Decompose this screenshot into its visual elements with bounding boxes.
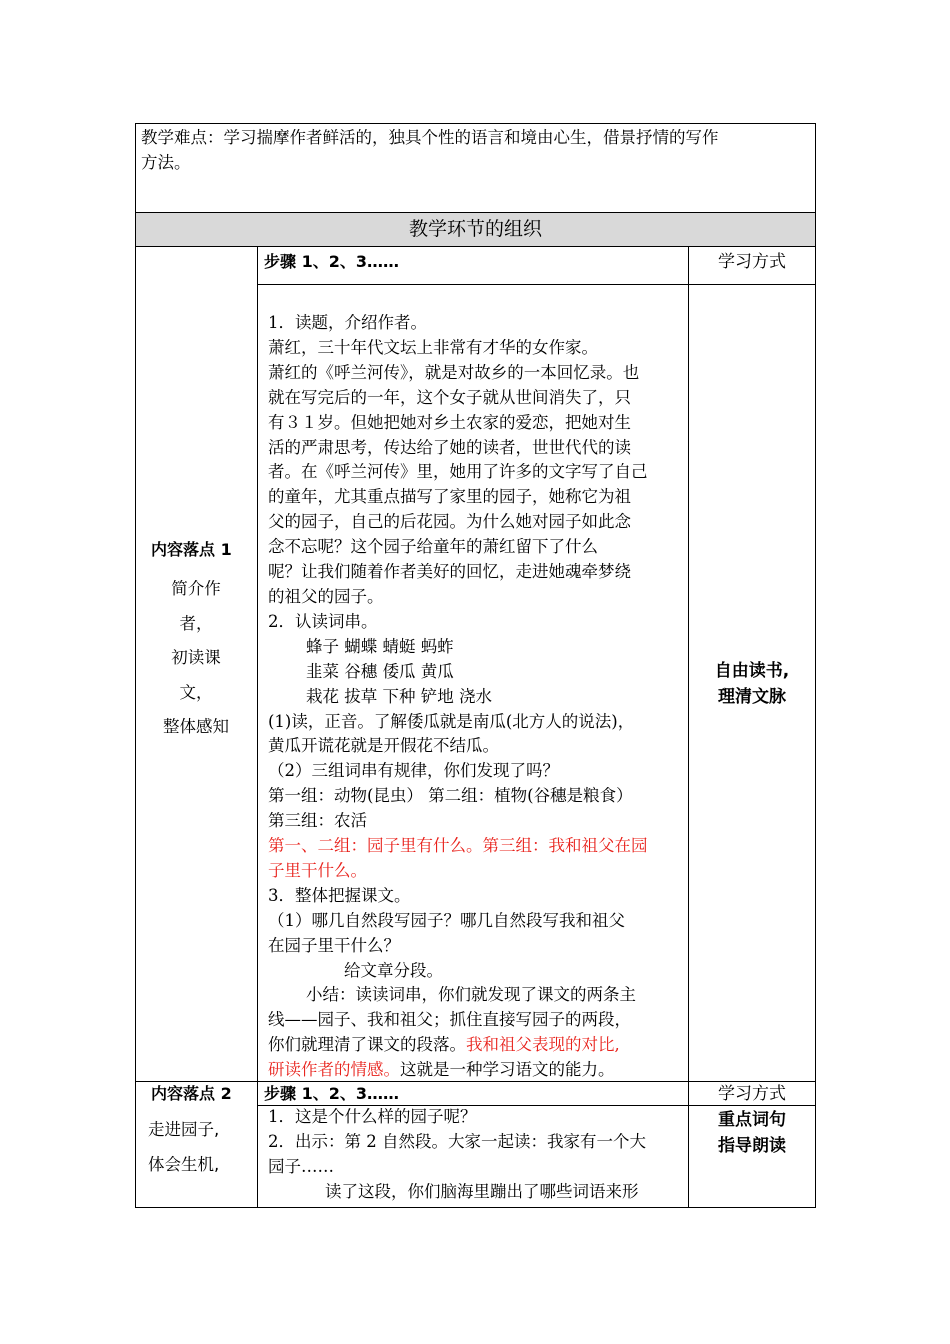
point-line: 文，: [179, 682, 213, 702]
content-line: [268, 909, 684, 934]
content-line-text: 的童年，尤其重点描写了家里的园子，她称它为祖: [268, 487, 631, 507]
content-line-text: （1）哪几自然段写园子？哪几自然段写我和祖父: [268, 910, 625, 930]
content-line: [268, 959, 684, 984]
content-line-text: 1．这是个什么样的园子呢？: [268, 1107, 477, 1126]
content-line: [268, 635, 684, 660]
point-line: 简介作: [171, 579, 221, 598]
content-line: [268, 386, 684, 411]
content-line: [268, 809, 684, 834]
table-border-header-bottom: [135, 246, 816, 247]
content-line: [268, 560, 684, 585]
content-line-text: 园子……: [268, 1156, 334, 1176]
content-line-text: 第一、二组：园子里有什么。第三组：我和祖父在园: [268, 836, 648, 856]
method-line: 指导朗读: [718, 1136, 786, 1156]
content-line: [268, 1155, 684, 1180]
content-line: [268, 834, 684, 859]
content-line: [268, 884, 684, 909]
content-line-text: 父的园子，自己的后花园。为什么她对园子如此念: [268, 512, 631, 532]
content-line-emphasis: 我和祖父表现的对比,: [466, 1035, 620, 1055]
content-line: [268, 934, 684, 959]
content-line: [268, 1130, 684, 1155]
content-line-text: 2．认读词串。: [268, 611, 378, 631]
content-line-text: 念不忘呢？这个园子给童年的萧红留下了什么: [268, 537, 598, 557]
content-line: [268, 411, 684, 436]
content-line-text: 的祖父的园子。: [268, 586, 384, 606]
content-point-1-desc: [135, 572, 257, 745]
content-line-text: 栽花 拔草 下种 铲地 浇水: [306, 686, 492, 706]
point-line: 初读课: [171, 648, 221, 667]
difficulty-line: 教学难点：学习揣摩作者鲜活的，独具个性的语言和境由心生，借景抒情的写作: [141, 128, 719, 147]
content-line: [268, 983, 684, 1008]
method-line: 自由读书,: [714, 661, 790, 681]
content-line-tail: 这就是一种学习语文的能力。: [400, 1060, 615, 1080]
content-line-text: 3．整体把握课文。: [268, 885, 411, 905]
content-line-text: 萧红，三十年代文坛上非常有才华的女作家。: [268, 337, 598, 357]
content-line: [268, 585, 684, 610]
content-line: [268, 436, 684, 461]
content-line-text: 研读作者的情感。: [268, 1060, 400, 1080]
content-line-text: 活的严肃思考，传达给了她的读者，世世代代的读: [268, 437, 631, 457]
content-line: [268, 311, 684, 336]
content-line-text: 2．出示：第 2 自然段。大家一起读：我家有一个大: [268, 1131, 646, 1151]
content-line-text: 第一组：动物(昆虫） 第二组：植物(谷穗是粮食）: [268, 786, 633, 806]
content-line: [268, 734, 684, 759]
section-title: 教学环节的组织: [408, 218, 542, 240]
content-point-2-desc: [148, 1112, 219, 1182]
content-line-text: 蜂子 蝴蝶 蜻蜓 蚂蚱: [306, 636, 454, 656]
content-line-text: 黄瓜开谎花就是开假花不结瓜。: [268, 736, 499, 756]
content-line: [268, 784, 684, 809]
content-line: [268, 485, 684, 510]
method-line: 理清文脉: [718, 687, 786, 707]
content-line: [268, 759, 684, 784]
content-point-2-title: 内容落点 2: [151, 1084, 232, 1103]
content-line: [268, 685, 684, 710]
teaching-difficulty: [141, 126, 719, 176]
table-border-top: [135, 123, 816, 124]
table-border-col1: [257, 246, 258, 1208]
content-line: [268, 1008, 684, 1033]
content-line: [268, 660, 684, 685]
table-border-col2: [688, 246, 689, 1208]
content-line-text: 小结：读读词串，你们就发现了课文的两条主: [306, 985, 636, 1005]
content-line-text: 在园子里干什么？: [268, 935, 400, 955]
method-header-1: 学习方式: [718, 252, 786, 272]
content-line-text: （2）三组词串有规律，你们发现了吗？: [268, 761, 559, 781]
content-line-text: 就在写完后的一年，这个女子就从世间消失了，只: [268, 387, 631, 407]
content-line: [268, 1058, 684, 1083]
content-line-text: 者。在《呼兰河传》里，她用了许多的文字写了自己: [268, 462, 648, 482]
point-line: 者，: [179, 613, 213, 633]
method-header-2: 学习方式: [718, 1084, 786, 1104]
content-line-text: 萧红的《呼兰河传》，就是对故乡的一本回忆录。也: [268, 362, 640, 382]
content-line: [268, 1180, 684, 1205]
content-line: [268, 510, 684, 535]
content-line: [268, 710, 684, 735]
steps-header-2: 步骤 1、2、3……: [264, 1084, 399, 1103]
learning-method-1: [688, 658, 816, 710]
content-line-text: 1．读题，介绍作者。: [268, 313, 427, 332]
content-line-text: 呢？让我们随着作者美好的回忆，走进她魂牵梦绕: [268, 562, 631, 582]
difficulty-line: 方法。: [141, 152, 191, 172]
content-line: [268, 336, 684, 361]
point-line: 走进园子,: [148, 1120, 220, 1139]
content-line: [268, 610, 684, 635]
table-border-bottom: [135, 1207, 816, 1208]
content-steps-2: [268, 1105, 684, 1205]
learning-method-2: [688, 1107, 816, 1159]
content-line-text: (1)读，正音。了解倭瓜就是南瓜(北方人的说法)，: [268, 711, 635, 731]
content-line: [268, 859, 684, 884]
content-line-text: 读了这段，你们脑海里蹦出了哪些词语来形: [325, 1181, 639, 1201]
content-line: [268, 460, 684, 485]
content-line-text: 线——园子、我和祖父；抓住直接写园子的两段，: [268, 1010, 631, 1030]
content-line: [268, 1105, 684, 1130]
content-line-text: 有３１岁。但她把她对乡土农家的爱恋，把她对生: [268, 412, 631, 432]
content-point-1-title: 内容落点 1: [151, 540, 232, 559]
content-line-text: 你们就理清了课文的段落。: [268, 1035, 466, 1055]
table-border-row1-subheader: [257, 284, 816, 285]
point-line: 体会生机,: [148, 1155, 220, 1174]
content-line: [268, 361, 684, 386]
content-line-text: 第三组：农活: [268, 811, 367, 831]
method-line: 重点词句: [718, 1110, 786, 1130]
steps-header-1: 步骤 1、2、3……: [264, 252, 399, 271]
content-line-text: 给文章分段。: [344, 960, 443, 980]
content-line: [268, 1033, 684, 1058]
content-line: [268, 535, 684, 560]
content-line-text: 韭菜 谷穗 倭瓜 黄瓜: [306, 661, 454, 681]
content-line-text: 子里干什么。: [268, 860, 367, 880]
content-steps-1: [268, 311, 684, 1083]
point-line: 整体感知: [163, 717, 229, 736]
